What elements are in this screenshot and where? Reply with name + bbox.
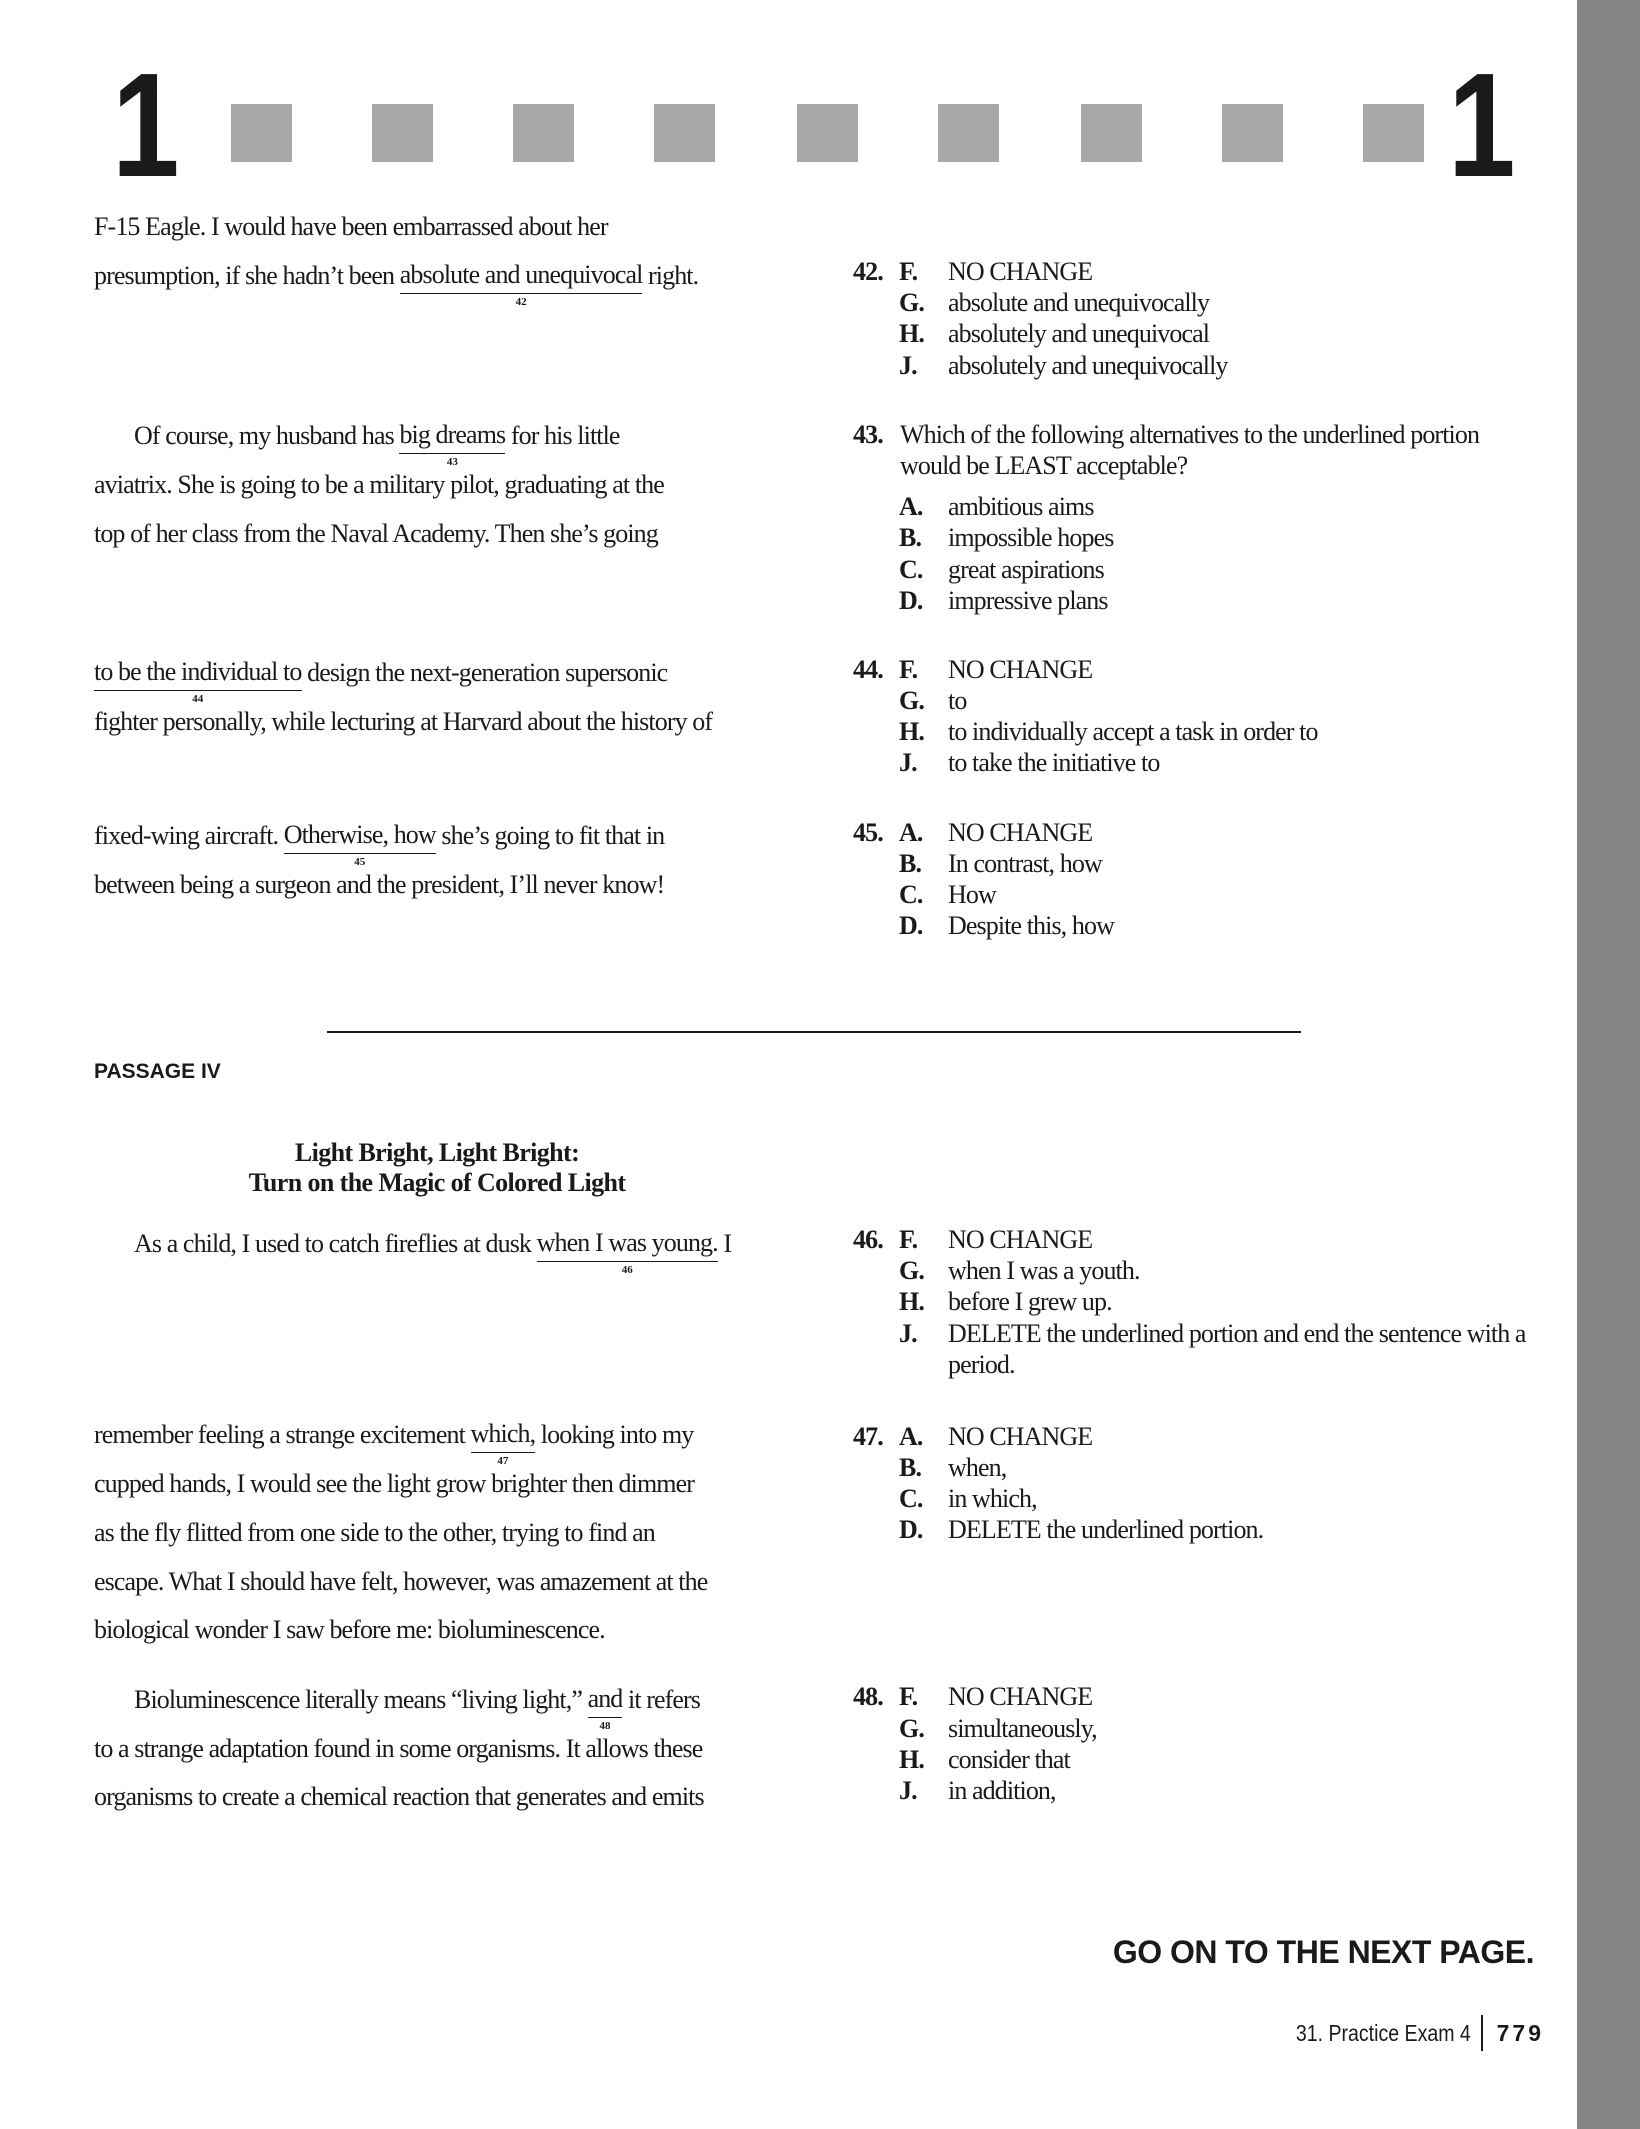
- answer-option[interactable]: [853, 1514, 1540, 1545]
- option-letter: D.: [899, 585, 923, 615]
- option-letter: J.: [899, 350, 917, 380]
- answer-option[interactable]: [853, 716, 1540, 747]
- passage-text-segment: F-15 Eagle. I would have been embarrassed about her: [94, 211, 608, 241]
- option-text: to take the initiative to: [948, 748, 1160, 778]
- passage-line: [94, 1513, 655, 1553]
- passage-title: Light Bright, Light Bright:: [294, 1138, 580, 1167]
- option-text: NO CHANGE: [948, 1682, 1093, 1712]
- option-letter: A.: [899, 817, 923, 847]
- footer-divider: [1481, 2015, 1483, 2051]
- answer-option[interactable]: [853, 817, 1540, 848]
- underlined-portion: [399, 256, 643, 308]
- answer-option[interactable]: [853, 1452, 1540, 1483]
- option-letter: C.: [899, 554, 923, 584]
- option-letter: D.: [899, 1515, 923, 1545]
- option-letter: H.: [899, 1744, 924, 1774]
- passage-text-segment: Bioluminescence literally means “living light,”: [134, 1684, 588, 1714]
- header-square: [231, 104, 292, 162]
- option-text: in which,: [948, 1484, 1037, 1514]
- passage-line: [94, 1610, 605, 1650]
- passage-line: [94, 1729, 702, 1769]
- passage-text-segment: fighter personally, while lecturing at Harvard about the history of: [94, 707, 713, 737]
- answer-option[interactable]: [853, 848, 1540, 879]
- option-letter: C.: [899, 1484, 923, 1514]
- option-text: impossible hopes: [948, 523, 1114, 553]
- underlined-portion: [94, 653, 302, 706]
- answer-option[interactable]: [853, 1286, 1540, 1317]
- answer-option[interactable]: [853, 1255, 1540, 1286]
- question-45: [853, 817, 1553, 942]
- option-text: to: [948, 685, 967, 715]
- option-letter: D.: [899, 911, 923, 941]
- option-text: great aspirations: [948, 554, 1104, 584]
- header-square: [797, 104, 858, 162]
- passage-line: [94, 1464, 694, 1504]
- header-square: [1363, 104, 1424, 162]
- passage-text-segment: remember feeling a strange excitement: [94, 1420, 471, 1449]
- underlined-text: which,: [470, 1419, 536, 1448]
- option-letter: H.: [899, 319, 924, 349]
- question-reference-number: 47: [497, 1455, 509, 1467]
- section-number-left: 1: [112, 43, 180, 208]
- question-number: 46.: [853, 1224, 883, 1254]
- option-text: impressive plans: [948, 585, 1108, 615]
- passage-text-segment: top of her class from the Naval Academy. Then she’s going: [94, 518, 658, 548]
- header-square: [372, 104, 433, 162]
- option-text: NO CHANGE: [948, 817, 1093, 847]
- question-number: 48.: [853, 1682, 883, 1712]
- question-reference-number: 44: [192, 693, 204, 706]
- option-text: simultaneously,: [948, 1713, 1097, 1743]
- option-text: DELETE the underlined portion.: [948, 1515, 1264, 1545]
- option-letter: A.: [899, 492, 923, 522]
- passage-line: [94, 207, 608, 247]
- answer-option[interactable]: [853, 585, 1540, 616]
- answer-option[interactable]: [853, 1483, 1540, 1514]
- passage-line: [94, 1777, 704, 1817]
- underlined-text: to be the individual to: [94, 657, 302, 687]
- option-letter: G.: [899, 288, 924, 318]
- option-text: when I was a youth.: [948, 1256, 1140, 1286]
- answer-option[interactable]: [853, 1421, 1540, 1452]
- answer-option[interactable]: [853, 522, 1540, 553]
- option-text: NO CHANGE: [948, 1421, 1093, 1451]
- answer-option[interactable]: [853, 879, 1540, 910]
- question-reference-number: 43: [446, 455, 458, 468]
- passage-text-segment: cupped hands, I would see the light grow brighter then dimmer: [94, 1468, 695, 1498]
- underlined-text: absolute and unequivocal: [399, 259, 643, 289]
- passage-text-segment: for his little: [505, 420, 620, 450]
- option-text: Despite this, how: [948, 911, 1114, 941]
- option-text: in addition,: [948, 1776, 1056, 1806]
- question-47: [853, 1421, 1553, 1546]
- passage-line: [94, 702, 712, 742]
- passage-text-segment: As a child, I used to catch fireflies at dusk: [134, 1228, 537, 1258]
- option-letter: G.: [899, 1256, 924, 1286]
- option-letter: F.: [899, 1682, 918, 1712]
- question-42: [853, 256, 1553, 381]
- answer-option[interactable]: [853, 256, 1540, 287]
- question-44: [853, 654, 1553, 779]
- underlined-portion: [587, 1680, 623, 1732]
- passage-text-segment: fixed-wing aircraft.: [94, 821, 284, 851]
- option-text: NO CHANGE: [948, 654, 1093, 684]
- question-number: 47.: [853, 1421, 883, 1451]
- option-letter: B.: [899, 848, 922, 878]
- underlined-portion: [536, 1224, 718, 1276]
- question-number: 44.: [853, 654, 883, 684]
- option-letter: F.: [899, 1224, 918, 1254]
- answer-option[interactable]: [853, 747, 1540, 778]
- option-letter: B.: [899, 523, 922, 553]
- underlined-portion: [399, 416, 506, 468]
- chapter-label: 31. Practice Exam 4: [1295, 2019, 1471, 2046]
- underlined-text: big dreams: [399, 419, 506, 449]
- option-text: consider that: [948, 1744, 1070, 1774]
- answer-option[interactable]: [853, 1224, 1540, 1255]
- option-letter: J.: [899, 1776, 917, 1806]
- passage-text-segment: presumption, if she hadn’t been: [94, 260, 400, 290]
- passage-line: [94, 865, 664, 905]
- answer-option[interactable]: [853, 685, 1540, 716]
- passage-text-segment: escape. What I should have felt, however, was amazement at the: [94, 1566, 708, 1596]
- answer-option[interactable]: [853, 287, 1540, 318]
- underlined-portion: [470, 1415, 536, 1467]
- answer-option[interactable]: [853, 554, 1540, 585]
- passage-line: [94, 465, 664, 505]
- option-text: NO CHANGE: [948, 1224, 1093, 1254]
- header-square: [513, 104, 574, 162]
- option-text: NO CHANGE: [948, 256, 1093, 286]
- option-text: DELETE the underlined portion and end the sentence with a period.: [948, 1318, 1526, 1379]
- passage-text-segment: between being a surgeon and the president, I’ll never know!: [94, 870, 665, 900]
- option-letter: G.: [899, 1713, 924, 1743]
- option-letter: C.: [899, 880, 923, 910]
- question-number: 43.: [853, 419, 883, 449]
- option-text: to individually accept a task in order to: [948, 717, 1318, 747]
- passage-text-segment: as the fly flitted from one side to the other, trying to find an: [94, 1517, 655, 1547]
- option-text: absolute and unequivocally: [948, 288, 1210, 318]
- section-number-right: 1: [1448, 43, 1516, 208]
- option-text: ambitious aims: [948, 492, 1094, 522]
- passage-text-segment: I: [717, 1228, 732, 1258]
- passage-text-segment: right.: [642, 260, 699, 290]
- next-page-notice: GO ON TO THE NEXT PAGE.: [1112, 1934, 1534, 1970]
- underlined-text: and: [587, 1683, 623, 1713]
- passage-line: [134, 1680, 701, 1732]
- answer-option[interactable]: [853, 1744, 1540, 1775]
- page-number: 779: [1496, 2019, 1544, 2046]
- option-letter: J.: [899, 748, 917, 778]
- answer-option[interactable]: [853, 654, 1540, 685]
- question-stem: Which of the following alternatives to the underlined portion would be LEAST acceptable?: [900, 419, 1480, 481]
- answer-option[interactable]: [853, 491, 1540, 522]
- option-letter: F.: [899, 256, 918, 286]
- passage-line: [94, 816, 665, 869]
- passage-text-segment: biological wonder I saw before me: bioluminescence.: [94, 1615, 605, 1645]
- header-square: [1222, 104, 1283, 162]
- passage-line: [134, 1224, 732, 1276]
- passage-text-segment: she’s going to fit that in: [435, 821, 665, 851]
- option-text: absolutely and unequivocally: [948, 350, 1228, 380]
- option-letter: H.: [899, 1287, 924, 1317]
- passage-text-segment: aviatrix. She is going to be a military pilot, graduating at the: [94, 469, 664, 499]
- option-letter: G.: [899, 685, 924, 715]
- answer-option[interactable]: [853, 1318, 1540, 1380]
- passage-text-segment: looking into my: [535, 1420, 694, 1449]
- answer-option[interactable]: [853, 1775, 1540, 1806]
- page-footer: [1265, 2016, 1544, 2050]
- header-square: [938, 104, 999, 162]
- page-edge-tab: [1577, 0, 1640, 2129]
- option-text: when,: [948, 1452, 1007, 1482]
- option-letter: F.: [899, 654, 918, 684]
- answer-option[interactable]: [853, 910, 1540, 941]
- question-reference-number: 45: [354, 856, 366, 869]
- option-text: How: [948, 880, 996, 910]
- question-number: 42.: [853, 256, 883, 286]
- answer-option[interactable]: [853, 318, 1540, 349]
- passage-text-segment: Of course, my husband has: [134, 420, 400, 450]
- passage-line: [134, 416, 620, 468]
- option-letter: J.: [899, 1318, 917, 1348]
- passage-line: [94, 514, 658, 554]
- option-letter: H.: [899, 717, 924, 747]
- passage-subtitle: Turn on the Magic of Colored Light: [248, 1168, 626, 1197]
- passage-text-segment: organisms to create a chemical reaction that generates and emits: [94, 1782, 704, 1812]
- answer-option[interactable]: [853, 1681, 1540, 1712]
- option-letter: B.: [899, 1452, 922, 1482]
- header-square: [1081, 104, 1142, 162]
- question-number: 45.: [853, 817, 883, 847]
- passage-text-segment: it refers: [622, 1684, 701, 1714]
- passage-line: [94, 1415, 694, 1467]
- answer-option[interactable]: [853, 1713, 1540, 1744]
- header-square: [654, 104, 715, 162]
- option-text: In contrast, how: [948, 848, 1102, 878]
- question-reference-number: 42: [515, 295, 527, 308]
- option-letter: A.: [899, 1421, 923, 1451]
- question-reference-number: 48: [599, 1719, 611, 1732]
- question-48: [853, 1681, 1553, 1806]
- passage-line: [94, 1562, 707, 1602]
- option-text: before I grew up.: [948, 1287, 1112, 1317]
- underlined-text: Otherwise, how: [283, 820, 436, 850]
- passage-label: PASSAGE IV: [94, 1060, 221, 1083]
- passage-text-segment: to a strange adaptation found in some organisms. It allows these: [94, 1733, 703, 1763]
- underlined-text: when I was young.: [536, 1227, 718, 1257]
- question-43: [853, 419, 1553, 616]
- answer-option[interactable]: [853, 350, 1540, 381]
- passage-text-segment: design the next-generation supersonic: [301, 658, 668, 688]
- passage-divider: [327, 1031, 1301, 1033]
- underlined-portion: [283, 816, 436, 869]
- question-46: [853, 1224, 1553, 1380]
- passage-line: [94, 256, 699, 308]
- question-reference-number: 46: [621, 1263, 633, 1276]
- passage-line: [94, 653, 668, 706]
- option-text: absolutely and unequivocal: [948, 319, 1210, 349]
